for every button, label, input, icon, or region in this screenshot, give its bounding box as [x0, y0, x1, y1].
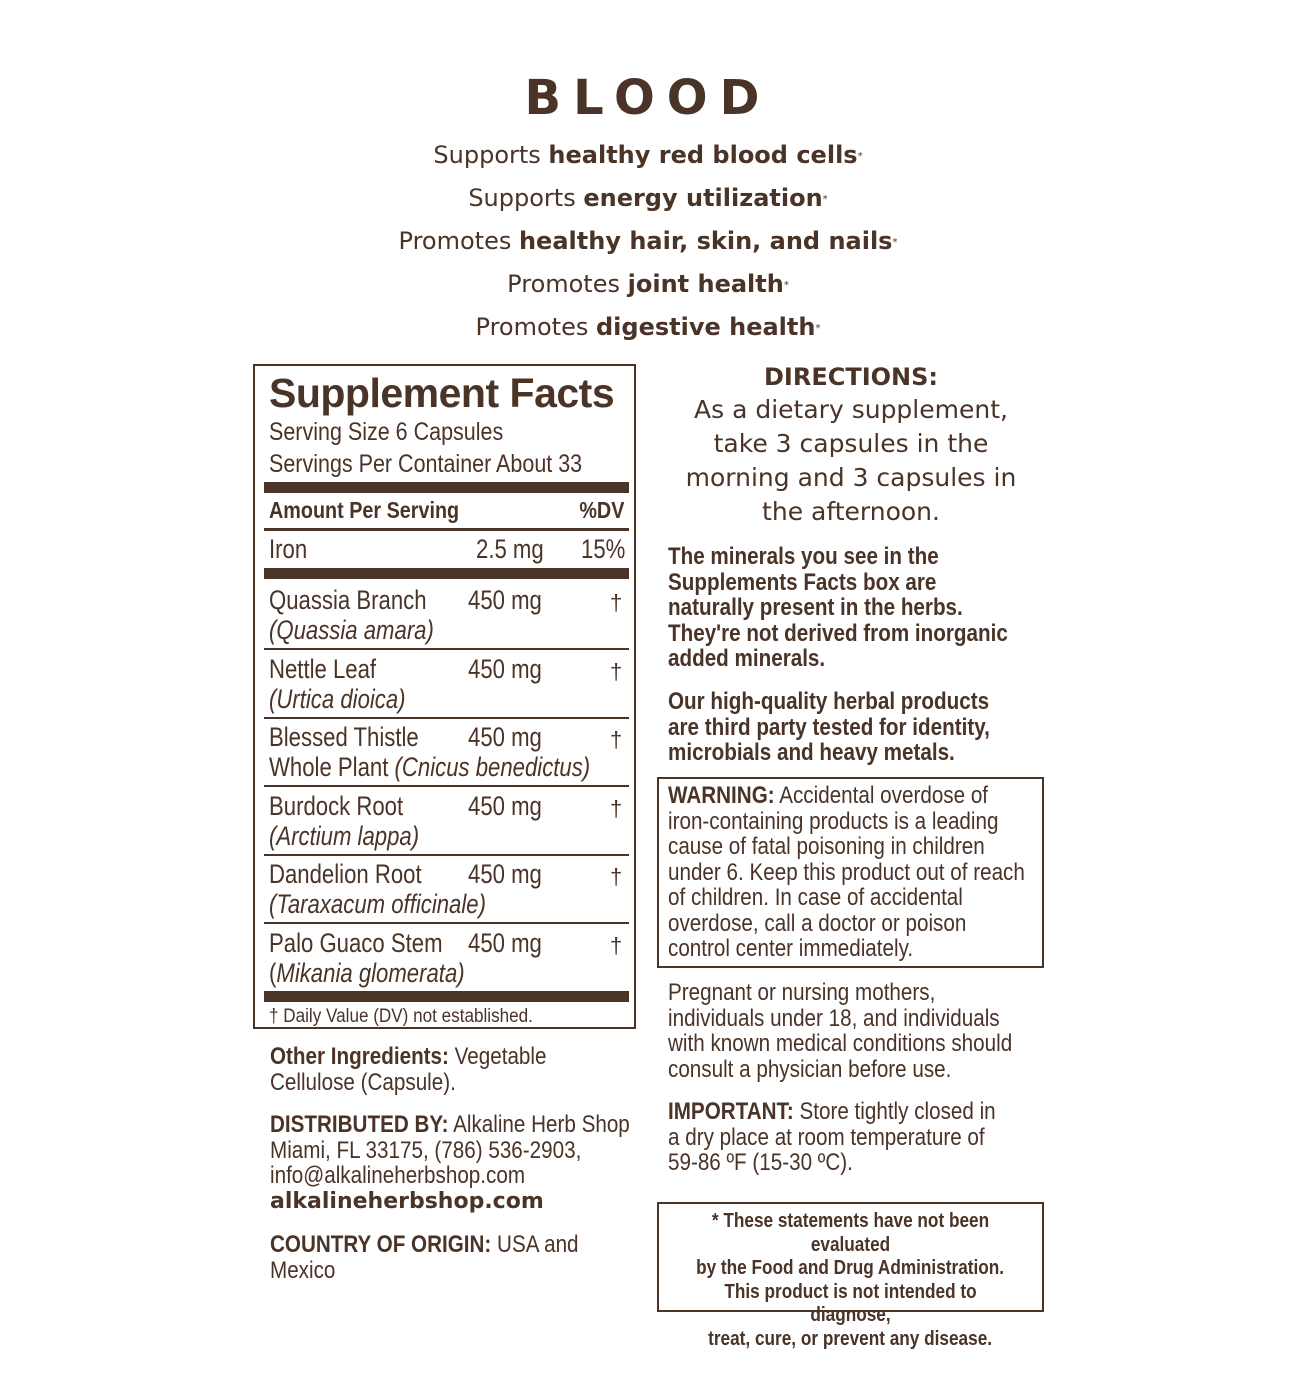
amount-per-serving-header: Amount Per Serving [269, 497, 460, 523]
other-ingredients-text: Vegetable [448, 1043, 547, 1070]
ingredient-dv: † [610, 590, 623, 615]
country-of-origin-text: Mexico [270, 1256, 336, 1284]
note-line: They're not derived from inorganic [668, 619, 1008, 647]
warning-line: cause of fatal poisoning in children [668, 833, 985, 860]
ingredient-amount: 450 mg [468, 859, 542, 889]
dv-footnote: † Daily Value (DV) not established. [269, 1006, 533, 1027]
claim-bold: healthy hair, skin, and nails [518, 227, 893, 255]
ingredient-latin: (Arctium lappa) [269, 821, 420, 851]
thin-divider [264, 717, 629, 719]
ingredient-latin-name [269, 752, 590, 782]
claim-asterisk: * [822, 194, 828, 205]
disclaimer-line: by the Food and Drug Administration. [696, 1257, 1005, 1279]
warning-line: under 6. Keep this product out of reach [668, 858, 1025, 886]
disclaimer-line: treat, cure, or prevent any disease. [708, 1327, 993, 1350]
warning-line: Accidental overdose of [774, 782, 989, 809]
claim-prefix: Promotes [507, 270, 628, 298]
thin-divider [264, 785, 629, 787]
directions-line: morning and 3 capsules in [685, 463, 1017, 492]
country-of-origin [270, 1232, 631, 1283]
ingredient-dv: † [610, 796, 623, 821]
claim-asterisk: * [783, 280, 789, 291]
ingredient-dv: † [610, 727, 623, 752]
directions-line: As a dietary supplement, [694, 395, 1008, 424]
ingredient-amount: 450 mg [468, 928, 542, 958]
claim-prefix: Supports [468, 184, 584, 212]
note-line: Pregnant or nursing mothers, [668, 979, 936, 1006]
warning-label: WARNING: [668, 782, 775, 809]
other-ingredients [270, 1044, 631, 1095]
storage-line: 59-86 ºF (15-30 ºC). [668, 1149, 853, 1176]
ingredient-name: Quassia Branch [269, 585, 427, 615]
country-of-origin-label: COUNTRY OF ORIGIN: [270, 1231, 492, 1258]
thin-divider [264, 648, 629, 650]
ingredient-latin: (Quassia amara) [269, 615, 434, 645]
thick-divider [264, 482, 629, 493]
serving-size: Serving Size 6 Capsules [269, 418, 504, 446]
claim-prefix: Promotes [398, 227, 519, 255]
warning-line: control center immediately. [668, 935, 914, 962]
warning-line: iron-containing products is a leading [668, 807, 999, 835]
pregnant-note [668, 980, 1038, 1082]
other-ingredients-label: Other Ingredients: [270, 1043, 449, 1070]
directions-line: take 3 capsules in the [713, 429, 989, 458]
claim-asterisk: * [857, 151, 863, 162]
storage-line: Store tightly closed in [793, 1098, 996, 1125]
claim-5 [0, 312, 1296, 342]
ingredient-dv: † [610, 933, 623, 958]
important-label: IMPORTANT: [668, 1098, 794, 1125]
servings-per-container: Servings Per Container About 33 [269, 450, 583, 478]
directions-heading: DIRECTIONS: [763, 363, 938, 391]
medium-divider [264, 528, 629, 531]
note-line: naturally present in the herbs. [668, 594, 963, 621]
note-line: are third party tested for identity, [668, 713, 990, 741]
storage-note [668, 1099, 1038, 1176]
claim-3 [0, 226, 1296, 256]
product-title: BLOOD [524, 70, 772, 126]
ingredient-latin-name [269, 821, 419, 851]
ingredient-name: Blessed Thistle [269, 722, 419, 752]
thick-divider [264, 568, 629, 579]
ingredient-name: Burdock Root [269, 791, 404, 821]
note-line: added minerals. [668, 645, 826, 672]
ingredient-name: Dandelion Root [269, 859, 422, 889]
note-line: Our high-quality herbal products [668, 688, 990, 715]
ingredient-detail: Whole Plant [269, 752, 395, 782]
ingredient-amount: 450 mg [468, 722, 542, 752]
iron-amount: 2.5 mg [476, 534, 544, 564]
quality-note [668, 689, 1038, 766]
ingredient-name: Palo Guaco Stem [269, 928, 443, 958]
claim-prefix: Promotes [475, 313, 596, 341]
ingredient-latin: (Cnicus benedictus) [394, 752, 591, 782]
ingredient-latin: Mikania glomerata) [276, 958, 465, 988]
ingredient-latin-name [269, 958, 465, 988]
claim-asterisk: * [892, 237, 898, 248]
ingredient-latin: (Urtica dioica) [269, 684, 406, 714]
claim-bold: joint health [627, 270, 784, 298]
claim-4 [0, 269, 1296, 299]
claim-asterisk: * [815, 323, 821, 334]
claim-bold: healthy red blood cells [548, 141, 858, 169]
dv-header: %DV [578, 497, 624, 523]
thin-divider [264, 854, 629, 856]
directions-line: the afternoon. [762, 497, 940, 526]
warning-text [668, 783, 1038, 962]
fda-disclaimer [657, 1210, 1044, 1351]
iron-name: Iron [269, 534, 308, 564]
country-of-origin-text: USA and [491, 1231, 579, 1258]
distributor-email: info@alkalineherbshop.com [270, 1162, 526, 1189]
thin-divider [264, 922, 629, 924]
supplement-facts-title: Supplement Facts [269, 370, 615, 416]
ingredient-amount: 450 mg [468, 654, 542, 684]
ingredient-amount: 450 mg [468, 585, 542, 615]
disclaimer-line: This product is not intended to diagnose, [724, 1280, 977, 1326]
ingredient-amount: 450 mg [468, 791, 542, 821]
ingredient-dv: † [610, 659, 623, 684]
distributed-by-label: DISTRIBUTED BY: [270, 1111, 449, 1138]
directions-text [658, 393, 1044, 529]
supplement-facts-panel [253, 364, 636, 1029]
ingredient-dv: † [610, 864, 623, 889]
ingredient-latin-name [269, 889, 486, 919]
claim-1 [0, 140, 1296, 170]
disclaimer-line: * These statements have not been evaluated [711, 1210, 990, 1256]
note-line: The minerals you see in the [668, 543, 939, 570]
claim-bold: digestive health [595, 313, 816, 341]
note-line: individuals under 18, and individuals [668, 1004, 1000, 1032]
warning-line: overdose, call a doctor or poison [668, 909, 967, 937]
note-line: consult a physician before use. [668, 1055, 952, 1083]
distributor-address: Miami, FL 33175, (786) 536-2903, [270, 1136, 582, 1164]
website-link[interactable]: alkalineherbshop.com [270, 1189, 544, 1214]
distributed-by [270, 1112, 631, 1189]
claim-bold: energy utilization [583, 184, 823, 212]
other-ingredients-text: Cellulose (Capsule). [270, 1068, 456, 1096]
warning-line: of children. In case of accidental [668, 884, 963, 911]
note-line: microbials and heavy metals. [668, 739, 955, 766]
claim-prefix: Supports [433, 141, 549, 169]
claim-2 [0, 183, 1296, 213]
note-line: Supplements Facts box are [668, 568, 937, 596]
ingredient-latin: (Taraxacum officinale) [269, 889, 486, 919]
ingredient-detail: ( [269, 958, 277, 988]
iron-dv: 15% [581, 534, 626, 564]
ingredient-latin-name [269, 615, 434, 645]
ingredient-latin-name [269, 684, 406, 714]
storage-line: a dry place at room temperature of [668, 1123, 985, 1151]
note-line: with known medical conditions should [668, 1030, 1013, 1057]
ingredient-name: Nettle Leaf [269, 654, 377, 684]
thick-divider [264, 991, 629, 1002]
distributor-name: Alkaline Herb Shop [448, 1111, 630, 1138]
minerals-note [668, 544, 1038, 672]
